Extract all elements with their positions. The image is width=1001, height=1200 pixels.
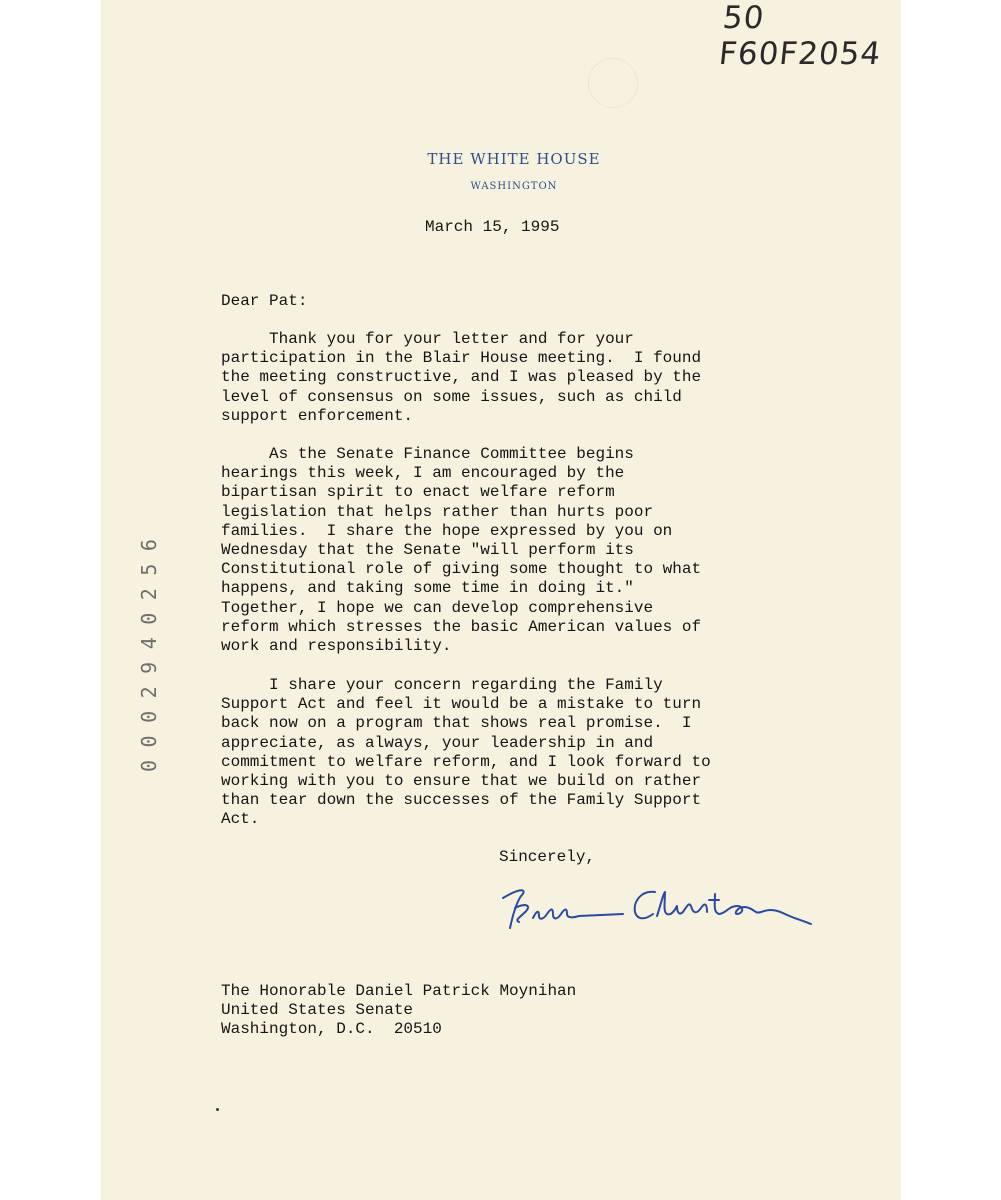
body-paragraph-2: As the Senate Finance Committee begins hearings this week, I am encouraged by the bipartisan spirit to enact welfare reform legislation that helps rather than hurts poor families. I share the hope expressed by you on Wednesday that the Senate "will perform its Constitutional role of giving some thought to what happens, and taking some time in doing it." Together, I hope we can develop comprehensive reform which stresses the basic American values of work and responsibility. [221, 445, 702, 656]
embossed-seal-icon [588, 58, 638, 108]
signature [493, 880, 823, 940]
letterhead-title: THE WHITE HOUSE [427, 150, 601, 168]
body-paragraph-1: Thank you for your letter and for your participation in the Blair House meeting. I found the meeting constructive, and I was pleased by the level of consensus on some issues, such as child support enforcement. [221, 330, 702, 425]
stamped-number: 0002940256 [137, 526, 161, 772]
letter-date: March 15, 1995 [425, 218, 560, 236]
archive-number: 50 F60F2054 [717, 0, 884, 72]
body-paragraph-3: I share your concern regarding the Family Support Act and feel it would be a mistake to turn back now on a program that shows real promise. I appreciate, as always, your leadership in and commitment to welfare reform, and I look forward to working with you to ensure that we build on rather than tear down the successes of the Family Support Act. [221, 676, 711, 829]
recipient-address: The Honorable Daniel Patrick Moynihan United States Senate Washington, D.C. 20510 [221, 982, 577, 1039]
letterhead-subtitle: WASHINGTON [470, 181, 558, 192]
paper-speck [216, 1108, 219, 1111]
salutation: Dear Pat: [221, 292, 308, 310]
closing: Sincerely, [499, 848, 596, 866]
letter-page [101, 0, 901, 1200]
